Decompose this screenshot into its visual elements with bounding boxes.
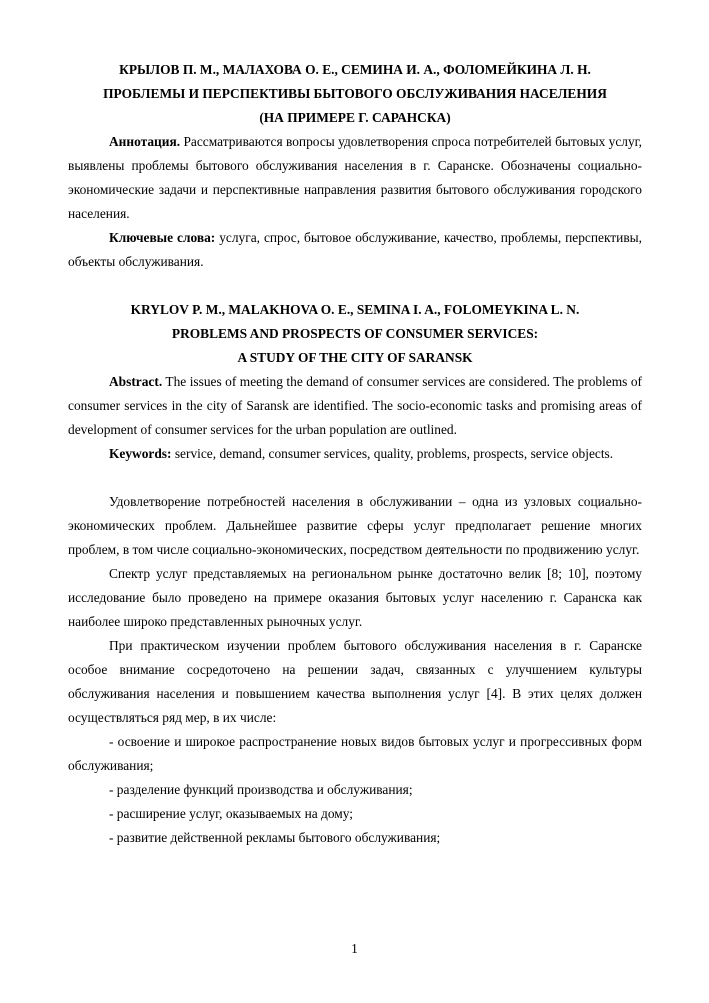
- ru-abstract-text: Рассматриваются вопросы удовлетворения спроса потребителей бытовых услуг, выявлены проблемы бытового обслуживания населения в г. Саранске. Обозначены социально-экономические задачи и перспективные направления развития бытового обслуживания городского населения.: [68, 134, 642, 221]
- ru-authors: КРЫЛОВ П. М., МАЛАХОВА О. Е., СЕМИНА И. А., ФОЛОМЕЙКИНА Л. Н.: [119, 62, 591, 77]
- ru-title-line-2: (НА ПРИМЕРЕ Г. САРАНСКА): [259, 110, 451, 125]
- en-keywords-label: Keywords:: [109, 446, 172, 461]
- en-authors: KRYLOV P. M., MALAKHOVA O. E., SEMINA I. A., FOLOMEYKINA L. N.: [130, 302, 580, 317]
- ru-title-line-1: ПРОБЛЕМЫ И ПЕРСПЕКТИВЫ БЫТОВОГО ОБСЛУЖИВАНИЯ НАСЕЛЕНИЯ: [103, 86, 607, 101]
- ru-abstract: [68, 130, 642, 226]
- section-gap: [68, 274, 642, 298]
- list-item: - расширение услуг, оказываемых на дому;: [109, 806, 354, 821]
- list-item: - разделение функций производства и обслуживания;: [109, 782, 413, 797]
- page-number: 1: [351, 941, 358, 956]
- en-abstract: [68, 370, 642, 442]
- ru-keywords: [68, 226, 642, 274]
- body-paragraph-1: Удовлетворение потребностей населения в обслуживании – одна из узловых социально-экономических проблем. Дальнейшее развитие сферы услуг предполагает решение многих проблем, в том числе социально-экономических, посредством деятельности по продвижению услуг.: [68, 494, 642, 557]
- section-gap: [68, 466, 642, 490]
- en-keywords: [68, 442, 642, 466]
- ru-keywords-label: Ключевые слова:: [109, 230, 216, 245]
- en-abstract-label: Abstract.: [109, 374, 163, 389]
- en-title-line-2: A STUDY OF THE CITY OF SARANSK: [237, 350, 473, 365]
- en-title-line-1: PROBLEMS AND PROSPECTS OF CONSUMER SERVICES:: [171, 326, 539, 341]
- ru-abstract-label: Аннотация.: [109, 134, 181, 149]
- body-paragraph-2: Спектр услуг представляемых на региональном рынке достаточно велик [8; 10], поэтому исследование было проведено на примере оказания бытовых услуг населению г. Саранска как наиболее широко представленных рыночных услуг.: [68, 566, 642, 629]
- en-abstract-text: The issues of meeting the demand of consumer services are considered. The problems of consumer services in the city of Saransk are identified. The socio-economic tasks and promising areas of development of consumer services for the urban population are outlined.: [68, 374, 642, 437]
- list-item: - развитие действенной рекламы бытового обслуживания;: [109, 830, 441, 845]
- list-item: - освоение и широкое распространение новых видов бытовых услуг и прогрессивных форм обслуживания;: [68, 734, 642, 773]
- ru-keywords-text: услуга, спрос, бытовое обслуживание, качество, проблемы, перспективы, объекты обслуживания.: [68, 230, 642, 269]
- paper-page: [68, 58, 642, 850]
- en-keywords-text: service, demand, consumer services, quality, problems, prospects, service objects.: [171, 446, 614, 461]
- body-paragraph-3: При практическом изучении проблем бытового обслуживания населения в г. Саранске особое внимание сосредоточено на решении задач, связанных с улучшением культуры обслуживания населения и повышением качества выполнения услуг [4]. В этих целях должен осуществляться ряд мер, в их числе:: [68, 638, 642, 725]
